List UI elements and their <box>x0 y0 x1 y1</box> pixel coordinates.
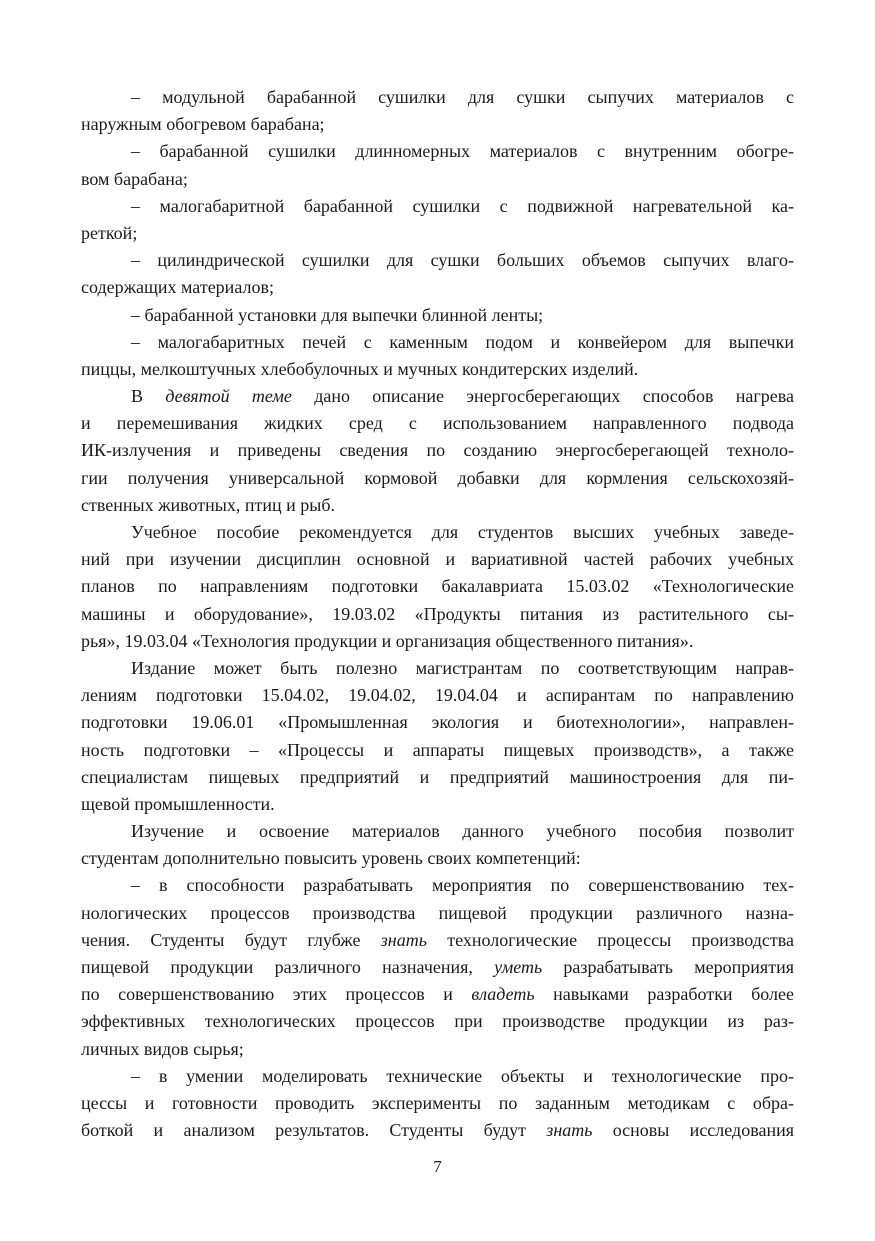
text-line: – в способности разрабатывать мероприятия по совершенствованию тех- <box>131 875 794 896</box>
text-line: – модульной барабанной сушилки для сушки сыпучих материалов с <box>131 87 794 107</box>
text-line: наружным обогревом барабана; <box>81 114 325 135</box>
text-line: ний при изучении дисциплин основной и вариативной частей рабочих учебных <box>81 549 794 570</box>
italic-term: владеть <box>471 984 535 1005</box>
text-line: – малогабаритных печей с каменным подом и конвейером для выпечки <box>131 331 794 352</box>
text-line: лениям подготовки 15.04.02, 19.04.02, 19.04.04 и аспирантам по направлению <box>81 685 794 706</box>
text-line: В девятой теме дано описание энергосберегающих способов нагрева <box>131 386 794 407</box>
text-line: рья», 19.03.04 «Технология продукции и организация общественного питания». <box>81 630 694 651</box>
text-line: боткой и анализом результатов. Студенты будут знать основы исследования <box>81 1120 794 1141</box>
text-line: специалистам пищевых предприятий и предприятий машиностроения для пи- <box>81 766 794 787</box>
text-line: личных видов сырья; <box>81 1038 244 1059</box>
italic-term: знать <box>546 1120 593 1141</box>
text-line: Изучение и освоение материалов данного учебного пособия позволит <box>131 821 794 842</box>
page-number: 7 <box>433 1157 442 1176</box>
text-line: гии получения универсальной кормовой добавки для кормления сельскохозяй- <box>81 467 794 488</box>
text-line: и перемешивания жидких сред с использованием направленного подвода <box>81 413 794 434</box>
text-line: нологических процессов производства пищевой продукции различного назна- <box>81 902 794 923</box>
text-line: ИК-излучения и приведены сведения по созданию энергосберегающей техноло- <box>81 440 794 461</box>
text-line: планов по направлениям подготовки бакалавриата 15.03.02 «Технологические <box>81 576 794 597</box>
text-line: эффективных технологических процессов при производстве продукции из раз- <box>81 1011 794 1032</box>
text-line: машины и оборудование», 19.03.02 «Продукты питания из растительного сы- <box>81 603 794 624</box>
italic-term: девятой теме <box>165 386 292 407</box>
italic-term: уметь <box>494 957 543 977</box>
text-line: – в умении моделировать технические объекты и технологические про- <box>131 1065 794 1086</box>
text-line: – малогабаритной барабанной сушилки с подвижной нагревательной ка- <box>131 195 794 216</box>
text-line: пищевой продукции различного назначения, уметь разрабатывать мероприятия <box>81 957 794 977</box>
text-line: реткой; <box>81 222 138 243</box>
text-line: Издание может быть полезно магистрантам по соответствующим направ- <box>131 657 794 678</box>
italic-term: знать <box>380 929 427 950</box>
text-line: щевой промышленности. <box>81 793 275 814</box>
text-line: цессы и готовности проводить эксперименты по заданным методикам с обра- <box>81 1092 794 1113</box>
text-line: подготовки 19.06.01 «Промышленная экология и биотехнологии», направлен- <box>81 712 794 733</box>
text-line: студентам дополнительно повысить уровень своих компетенций: <box>81 848 581 869</box>
text-line: вом барабана; <box>81 168 188 189</box>
text-line: по совершенствованию этих процессов и владеть навыками разработки более <box>81 984 794 1005</box>
text-line: ность подготовки – «Процессы и аппараты пищевых производств», а также <box>81 739 794 760</box>
text-line: – цилиндрической сушилки для сушки больших объемов сыпучих влаго- <box>131 250 794 271</box>
text-line: Учебное пособие рекомендуется для студентов высших учебных заведе- <box>131 522 794 542</box>
text-line: – барабанной сушилки длинномерных материалов с внутренним обогре- <box>131 141 794 162</box>
page-body <box>81 84 794 1144</box>
text-line: чения. Студенты будут глубже знать технологические процессы производства <box>81 929 794 950</box>
text-line: пиццы, мелкоштучных хлебобулочных и мучных кондитерских изделий. <box>81 358 639 379</box>
text-line: ственных животных, птиц и рыб. <box>81 494 336 515</box>
text-line: содержащих материалов; <box>81 277 274 298</box>
text-line: – барабанной установки для выпечки блинной ленты; <box>131 304 544 325</box>
